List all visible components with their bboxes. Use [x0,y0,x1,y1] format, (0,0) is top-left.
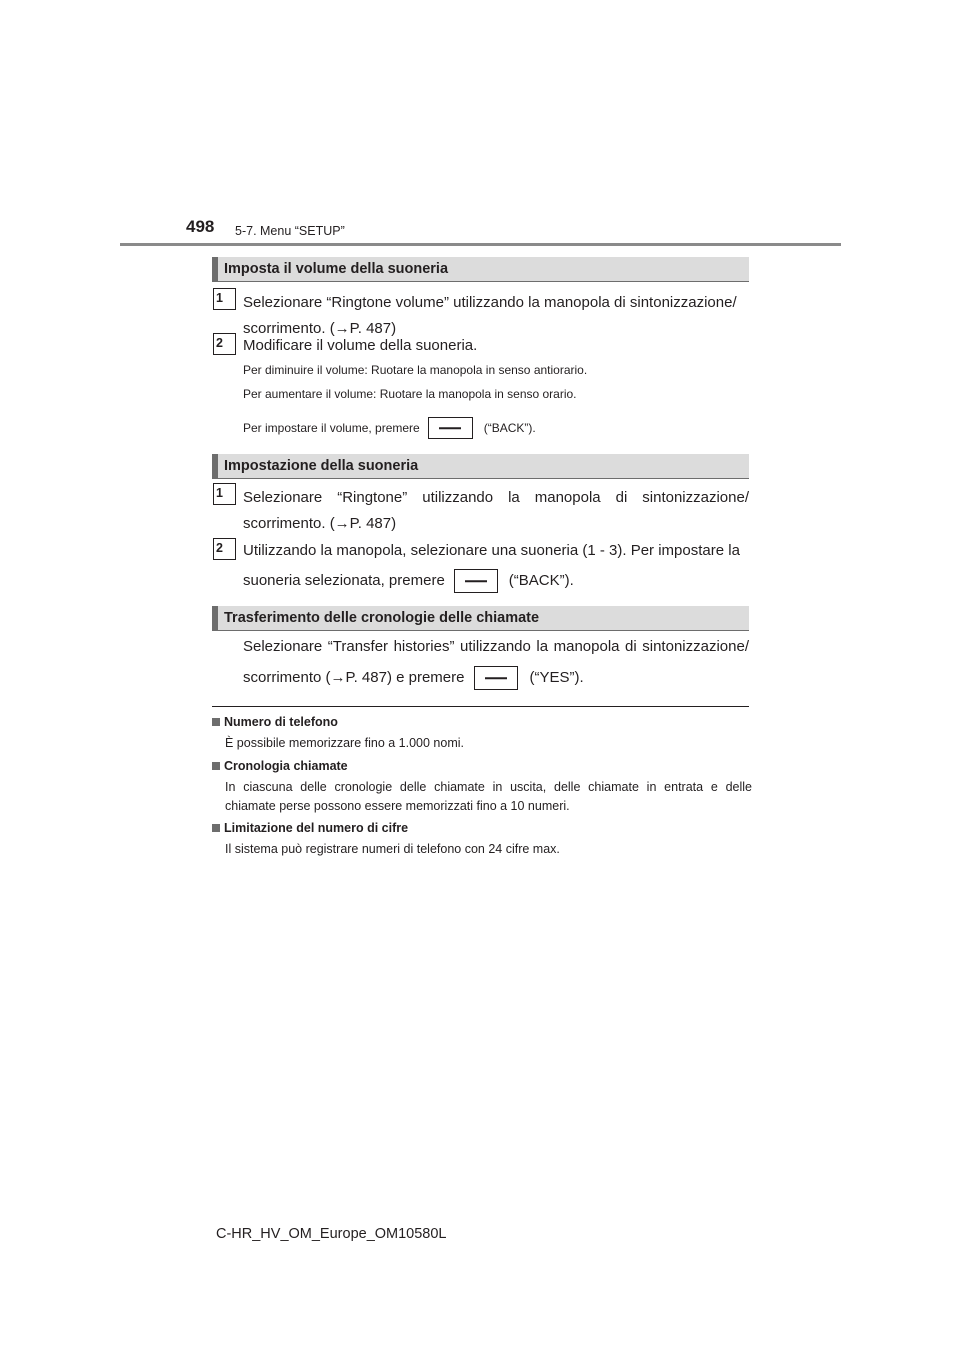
step-text [243,485,749,537]
document-code: C-HR_HV_OM_Europe_OM10580L [216,1226,447,1242]
back-button-icon [428,417,473,439]
note-line: È possibile memorizzare fino a 1.000 nomi. [225,736,465,750]
bullet-square-icon [212,718,220,726]
back-button-icon [454,569,498,593]
confirm-text-before: Per impostare il volume, premere [243,421,420,435]
note-line: chiamate perse possono essere memorizzati fino a 10 numeri. [225,799,570,813]
step-badge-2 [213,333,236,355]
step-number: 1 [216,291,223,305]
note-line: In ciascuna delle cronologie delle chiamate in uscita, delle chiamate in entrata e delle [225,780,752,794]
step-number: 2 [216,336,223,350]
step-text [243,333,749,359]
step-line: scorrimento. (→P. 487) [243,515,397,532]
paragraph-line-with-button [243,665,584,691]
step-badge-1 [213,483,236,505]
running-head: 5-7. Menu “SETUP” [235,224,345,238]
step-badge-2 [213,538,236,560]
section-heading-text: Impostazione della suoneria [224,458,419,474]
confirm-text [243,417,536,439]
step-line-with-button [243,568,574,594]
section-heading-ringtone-volume [212,257,749,282]
note-title: Numero di telefono [224,715,338,729]
section-heading-text: Imposta il volume della suoneria [224,261,449,277]
paragraph-line: Selezionare “Transfer histories” utilizzando la manopola di sintonizzazione/ [243,638,749,655]
step-line: scorrimento. (→P. 487) [243,320,397,337]
note-line: Il sistema può registrare numeri di telefono con 24 cifre max. [225,842,560,856]
bullet-square-icon [212,762,220,770]
header-rule [120,243,841,246]
page-number: 498 [186,217,215,236]
note-item [212,759,752,816]
notes-divider [212,706,749,707]
section-heading-call-history [212,606,749,631]
step-line: Selezionare “Ringtone” utilizzando la manopola di sintonizzazione/ [243,489,749,506]
note-item [212,715,752,753]
detail-text: Per diminuire il volume: Ruotare la manopola in senso antiorario. [243,363,588,377]
confirm-text-after: (“BACK”). [483,421,536,435]
note-item [212,821,752,859]
section-heading-text: Trasferimento delle cronologie delle chiamate [224,610,540,626]
step-line: Modificare il volume della suoneria. [243,337,478,354]
step-text-after: (“BACK”). [508,572,574,589]
step-badge-1 [213,288,236,310]
note-title: Limitazione del numero di cifre [224,821,409,835]
paragraph-text-before: scorrimento (→P. 487) e premere [243,669,465,686]
bullet-square-icon [212,824,220,832]
yes-button-icon [474,666,518,690]
paragraph-text-after: (“YES”). [529,669,584,686]
section-heading-ringtone-setting [212,454,749,479]
step-text [243,538,749,564]
note-title: Cronologia chiamate [224,759,348,773]
step-line: Selezionare “Ringtone volume” utilizzando la manopola di sintonizzazione/ [243,294,737,311]
paragraph [243,634,749,660]
step-number: 2 [216,541,223,555]
step-text-before: suoneria selezionata, premere [243,572,445,589]
detail-text: Per aumentare il volume: Ruotare la manopola in senso orario. [243,387,577,401]
step-number: 1 [216,486,223,500]
step-line: Utilizzando la manopola, selezionare una suoneria (1 - 3). Per impostare la [243,542,740,559]
